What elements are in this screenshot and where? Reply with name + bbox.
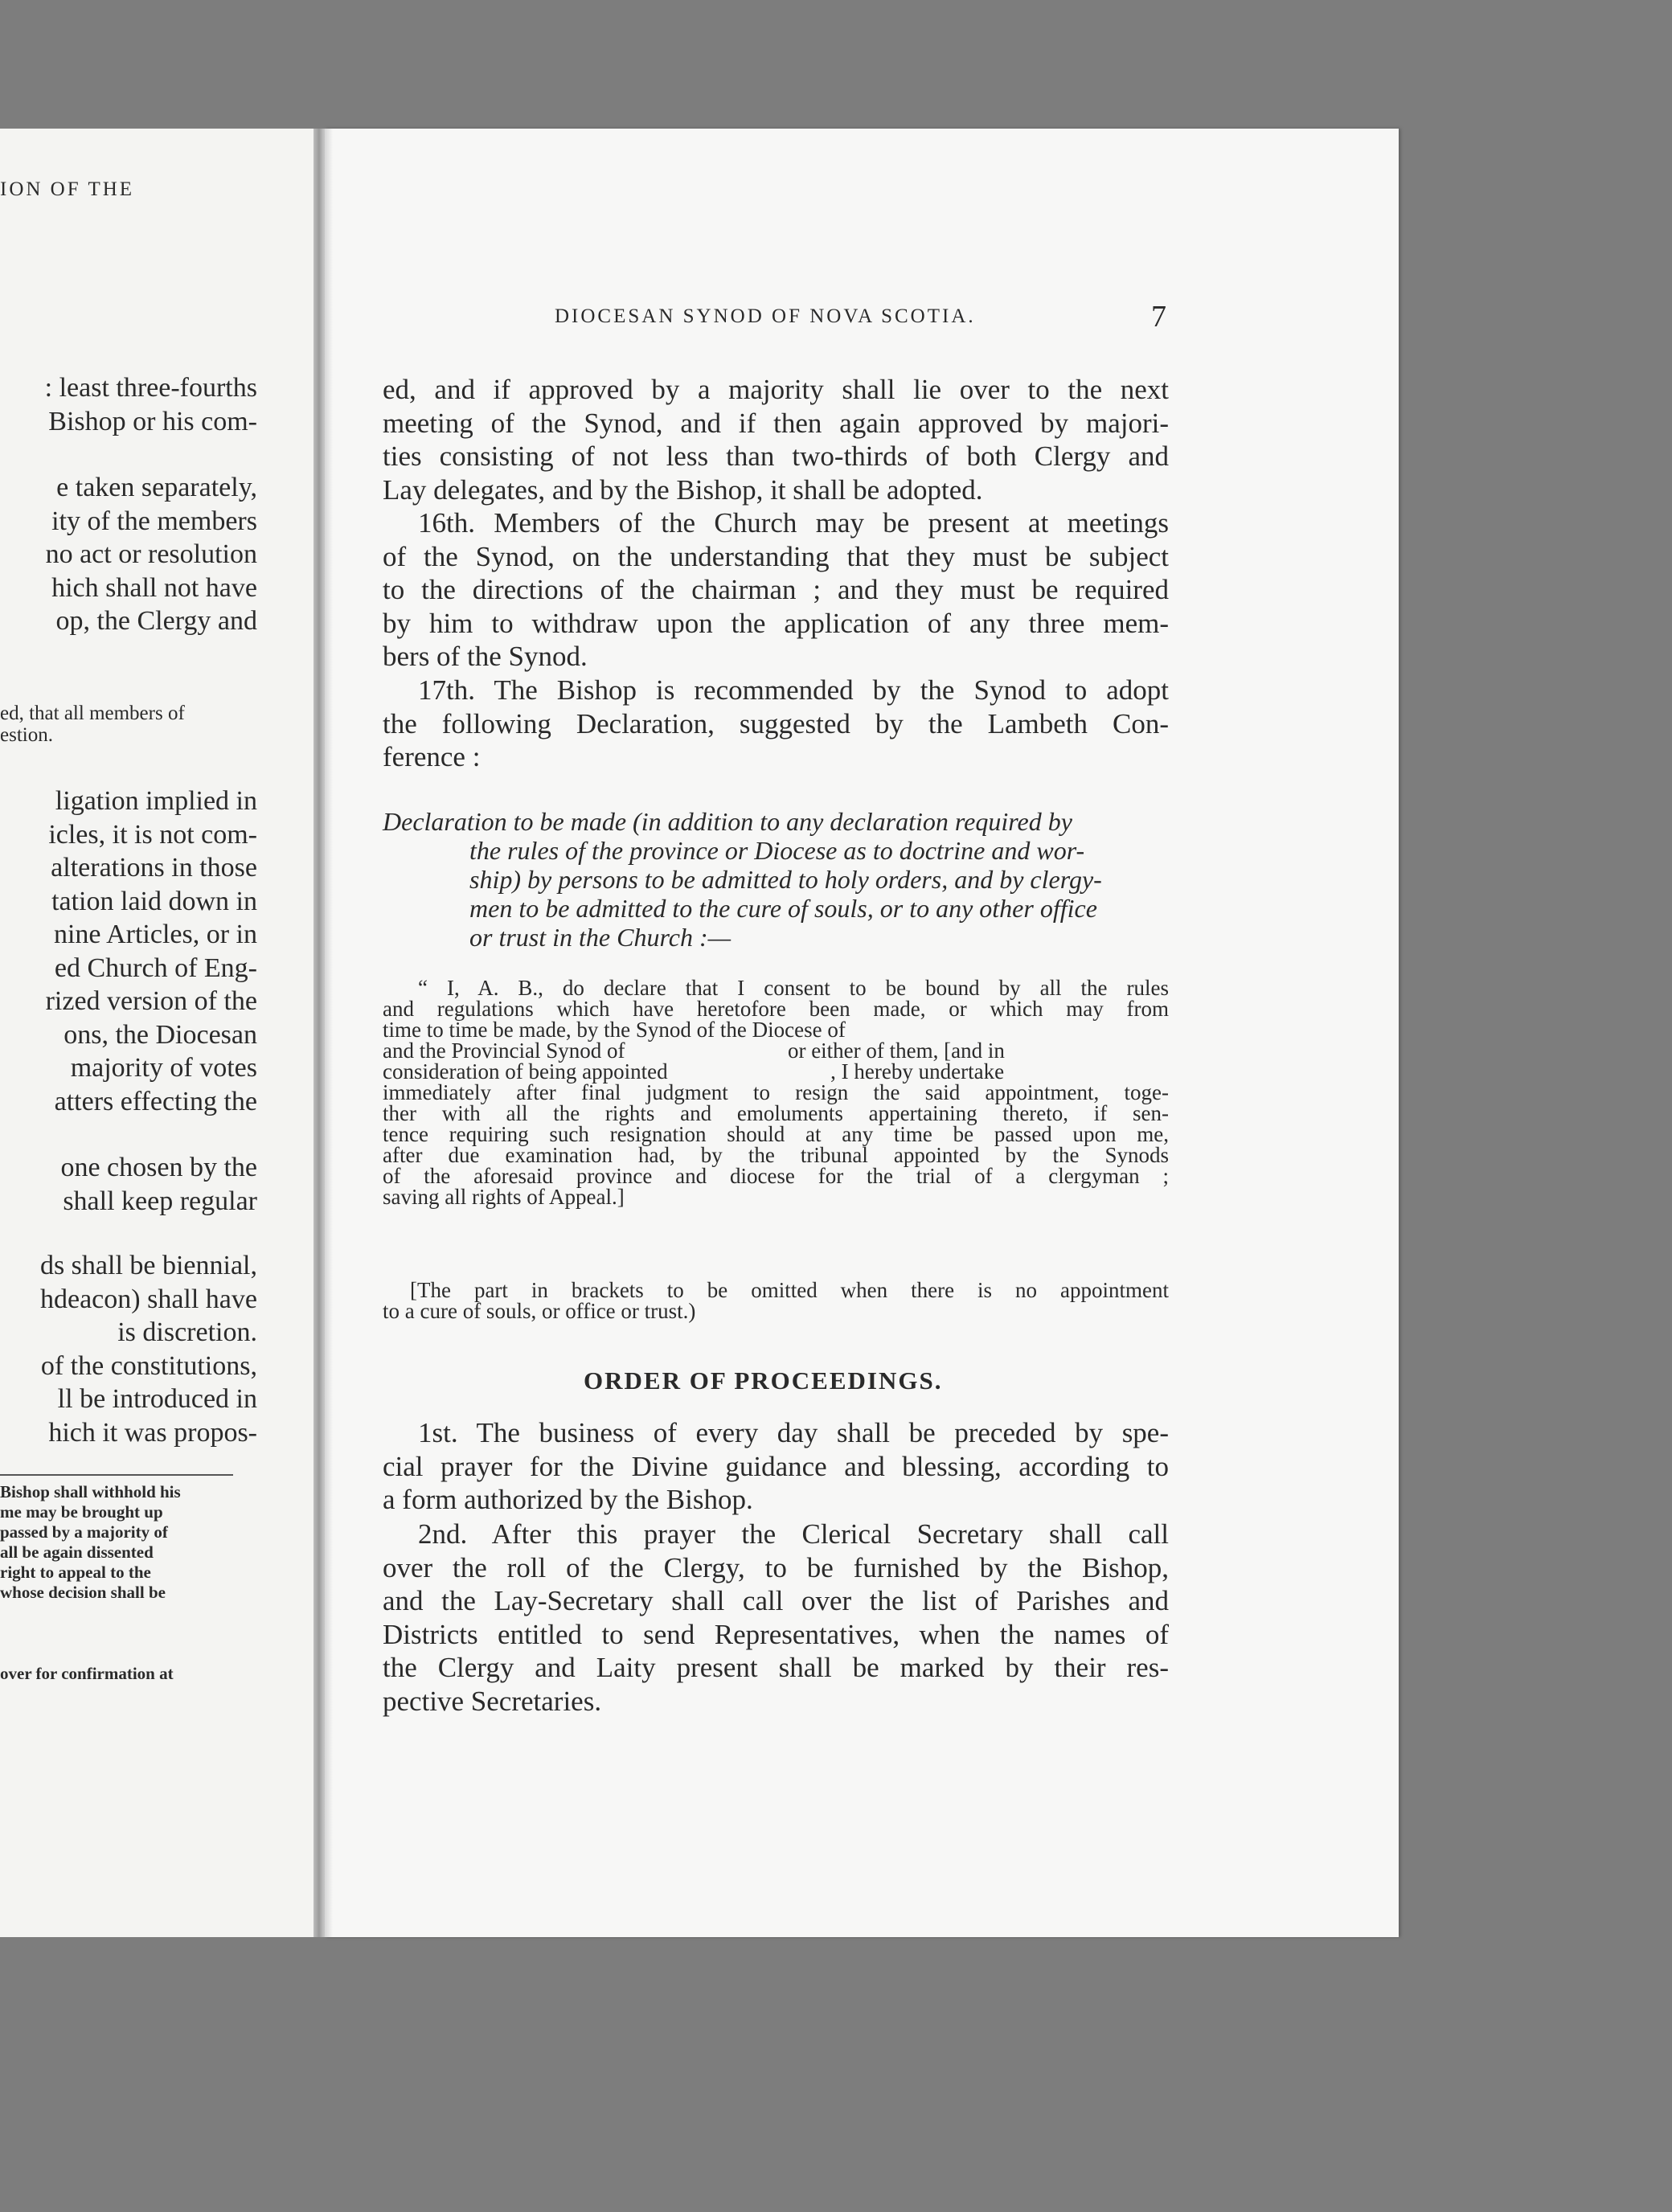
italic-line: the rules of the province or Diocese as to doctrine and wor-	[469, 836, 1085, 865]
small-line: tence requiring such resignation should at any time be passed upon me,	[383, 1122, 1169, 1146]
order-item-2	[383, 1518, 1169, 1718]
left-note-line: all be again dissented	[0, 1542, 154, 1562]
left-footnote-b	[0, 1482, 257, 1603]
book-gutter	[314, 129, 325, 1937]
left-note-line: passed by a majority of	[0, 1522, 168, 1542]
small-line: and regulations which have heretofore been made, or which may from	[383, 997, 1169, 1021]
left-block-2	[0, 471, 257, 638]
small-line: to a cure of souls, or office or trust.)	[383, 1299, 696, 1323]
left-note-line: me may be brought up	[0, 1502, 163, 1522]
text-line: cial prayer for the Divine guidance and blessing, according to	[383, 1450, 1169, 1482]
running-header: DIOCESAN SYNOD OF NOVA SCOTIA.	[555, 305, 976, 327]
left-block-1	[0, 371, 257, 438]
text-line: ference :	[383, 741, 481, 772]
left-line: one chosen by the	[60, 1153, 257, 1182]
declaration-text	[383, 977, 1169, 1207]
left-line: rized version of the	[45, 986, 257, 1016]
left-note-line: ed, that all members of	[0, 703, 185, 724]
small-line: ther with all the rights and emoluments appertaining thereto, if sen-	[383, 1101, 1169, 1125]
small-line: time to time be made, by the Synod of the Diocese of	[383, 1018, 846, 1042]
left-footnote-c	[0, 1664, 257, 1684]
text-line: over the roll of the Clergy, to be furnished by the Bishop,	[383, 1551, 1169, 1583]
small-line: immediately after final judgment to resign the said appointment, toge-	[383, 1080, 1169, 1104]
paragraph-17	[383, 674, 1169, 774]
left-line: alterations in those	[51, 853, 257, 883]
page-number: 7	[1151, 300, 1166, 334]
text-line: the following Declaration, suggested by the Lambeth Con-	[383, 707, 1169, 739]
left-line: of the constitutions,	[40, 1350, 257, 1381]
section-title: ORDER OF PROCEEDINGS.	[584, 1366, 943, 1395]
left-line: ed Church of Eng-	[54, 952, 257, 983]
small-line: after due examination had, by the tribunal appointed by the Synods	[383, 1143, 1169, 1167]
left-note-line: right to appeal to the	[0, 1563, 151, 1582]
left-note-line: whose decision shall be	[0, 1583, 166, 1602]
text-line: 1st. The business of every day shall be preceded by spe-	[418, 1417, 1169, 1448]
paragraph-16	[383, 506, 1169, 674]
text-line: meeting of the Synod, and if then again approved by majori-	[383, 407, 1169, 439]
left-block-5	[0, 1249, 257, 1449]
text-line: a form authorized by the Bishop.	[383, 1484, 753, 1515]
text-line: and the Lay-Secretary shall call over the list of Parishes and	[383, 1585, 1169, 1616]
left-line: Bishop or his com-	[48, 406, 257, 436]
text-line: ed, and if approved by a majority shall lie over to the next	[383, 374, 1169, 405]
left-line: is discretion.	[117, 1317, 257, 1347]
left-line: atters effecting the	[54, 1086, 257, 1116]
left-line: tation laid down in	[51, 886, 257, 916]
left-line: icles, it is not com-	[48, 819, 257, 850]
text-line: 2nd. After this prayer the Clerical Secretary shall call	[418, 1518, 1169, 1550]
left-line: nine Articles, or in	[53, 920, 257, 949]
text-line: ties consisting of not less than two-thirds of both Clergy and	[383, 440, 1169, 472]
text-line: Lay delegates, and by the Bishop, it shall be adopted.	[383, 473, 983, 506]
order-item-1	[383, 1416, 1169, 1517]
left-note-line: estion.	[0, 724, 53, 746]
footnote-rule	[0, 1474, 233, 1476]
left-line: op, the Clergy and	[55, 606, 257, 636]
italic-line: or trust in the Church :—	[469, 923, 732, 952]
left-line: hich it was propos-	[48, 1417, 257, 1448]
italic-line: men to be admitted to the cure of souls, or to any other office	[469, 894, 1097, 923]
left-line: hdeacon) shall have	[40, 1284, 257, 1314]
text-line: 16th. Members of the Church may be present at meetings	[418, 507, 1169, 539]
text-line: by him to withdraw upon the application of any three mem-	[383, 607, 1169, 639]
left-line: ity of the members	[51, 506, 257, 536]
left-page-header: ION OF THE	[0, 178, 135, 200]
small-line: consideration of being appointed , I hereby undertake	[383, 1059, 1005, 1083]
small-line: of the aforesaid province and diocese for the trial of a clergyman ;	[383, 1164, 1169, 1188]
left-line: : least three-fourths	[44, 373, 257, 403]
left-line: shall keep regular	[63, 1186, 257, 1216]
left-note-line: over for confirmation at	[0, 1664, 174, 1683]
paragraph-15-continued	[383, 373, 1169, 506]
text-line: 17th. The Bishop is recommended by the Synod to adopt	[418, 674, 1169, 706]
left-line: ons, the Diocesan	[64, 1019, 257, 1050]
left-block-3	[0, 784, 257, 1118]
small-line: [The part in brackets to be omitted when there is no appointment	[410, 1278, 1169, 1302]
text-line: pective Secretaries.	[383, 1685, 602, 1717]
text-line: bers of the Synod.	[383, 641, 588, 672]
left-line: e taken separately,	[56, 473, 257, 502]
text-line: to the directions of the chairman ; and they must be required	[383, 574, 1169, 605]
italic-line: Declaration to be made (in addition to any declaration required by	[383, 807, 1072, 836]
small-line: “ I, A. B., do declare that I consent to be bound by all the rules	[418, 976, 1169, 1000]
left-block-4	[0, 1151, 257, 1218]
left-line: ligation implied in	[55, 786, 257, 816]
text-line: the Clergy and Laity present shall be marked by their res-	[383, 1652, 1169, 1683]
bracket-note	[383, 1280, 1169, 1321]
declaration-heading	[383, 807, 1169, 952]
small-line: and the Provincial Synod of or either of them, [and in	[383, 1038, 1005, 1063]
left-line: hich shall not have	[51, 572, 257, 603]
italic-line: ship) by persons to be admitted to holy orders, and by clergy-	[469, 865, 1102, 894]
left-note-line: Bishop shall withhold his	[0, 1482, 181, 1501]
left-line: majority of votes	[70, 1053, 257, 1083]
left-footnote-a	[0, 703, 257, 746]
left-line: no act or resolution	[45, 539, 257, 569]
text-line: of the Synod, on the understanding that they must be subject	[383, 540, 1169, 572]
small-line: saving all rights of Appeal.]	[383, 1185, 625, 1209]
left-line: ll be introduced in	[57, 1384, 257, 1414]
left-line: ds shall be biennial,	[39, 1251, 257, 1280]
text-line: Districts entitled to send Representatives, when the names of	[383, 1618, 1169, 1650]
